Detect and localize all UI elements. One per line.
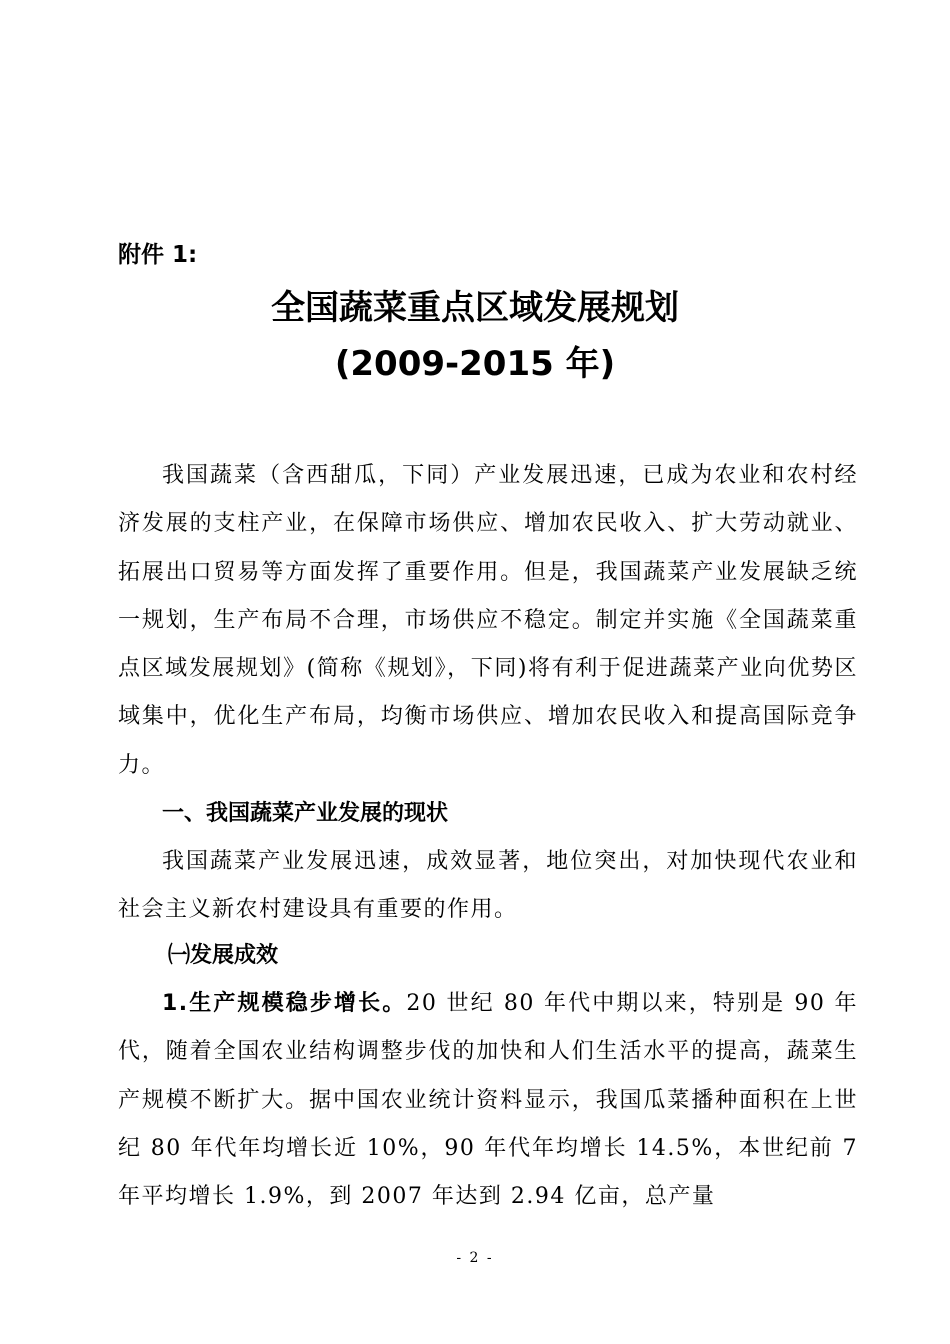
item-lead: 1.生产规模稳步增长。 xyxy=(162,991,407,1016)
intro-paragraph-block xyxy=(118,452,858,790)
attachment-label: 附件 1: xyxy=(118,242,198,268)
item-text: 20 世纪 80 年代中期以来，特别是 90 年代，随着全国农业结构调整步伐的加快和人们生活水平的提高，蔬菜生产规模不断扩大。据中国农业统计资料显示，我国瓜菜播种面积在上世纪 80 年代年均增长近 10%，90 年代年均增长 14.5%，本世纪前 7 年平均增长 1.9%，到 2007 年达到 2.94 亿亩，总产量 xyxy=(118,991,858,1210)
intro-paragraph: 我国蔬菜（含西甜瓜，下同）产业发展迅速，已成为农业和农村经济发展的支柱产业，在保障市场供应、增加农民收入、扩大劳动就业、拓展出口贸易等方面发挥了重要作用。但是，我国蔬菜产业发展缺乏统一规划，生产布局不合理，市场供应不稳定。制定并实施《全国蔬菜重点区域发展规划》(简称《规划》，下同)将有利于促进蔬菜产业向优势区域集中，优化生产布局，均衡市场供应、增加农民收入和提高国际竞争力。 xyxy=(118,463,858,778)
document-title: 全国蔬菜重点区域发展规划 xyxy=(271,288,679,328)
subsection-heading: ㈠发展成效 xyxy=(168,943,279,968)
section-paragraph-block xyxy=(118,838,858,935)
page-number: - 2 - xyxy=(456,1250,494,1266)
item-paragraph-block xyxy=(118,980,858,1221)
item-paragraph xyxy=(118,980,858,1221)
document-subtitle: (2009-2015 年) xyxy=(334,344,616,384)
section-paragraph: 我国蔬菜产业发展迅速，成效显著，地位突出，对加快现代农业和社会主义新农村建设具有重要的作用。 xyxy=(118,849,858,923)
section-heading: 一、我国蔬菜产业发展的现状 xyxy=(162,801,449,826)
